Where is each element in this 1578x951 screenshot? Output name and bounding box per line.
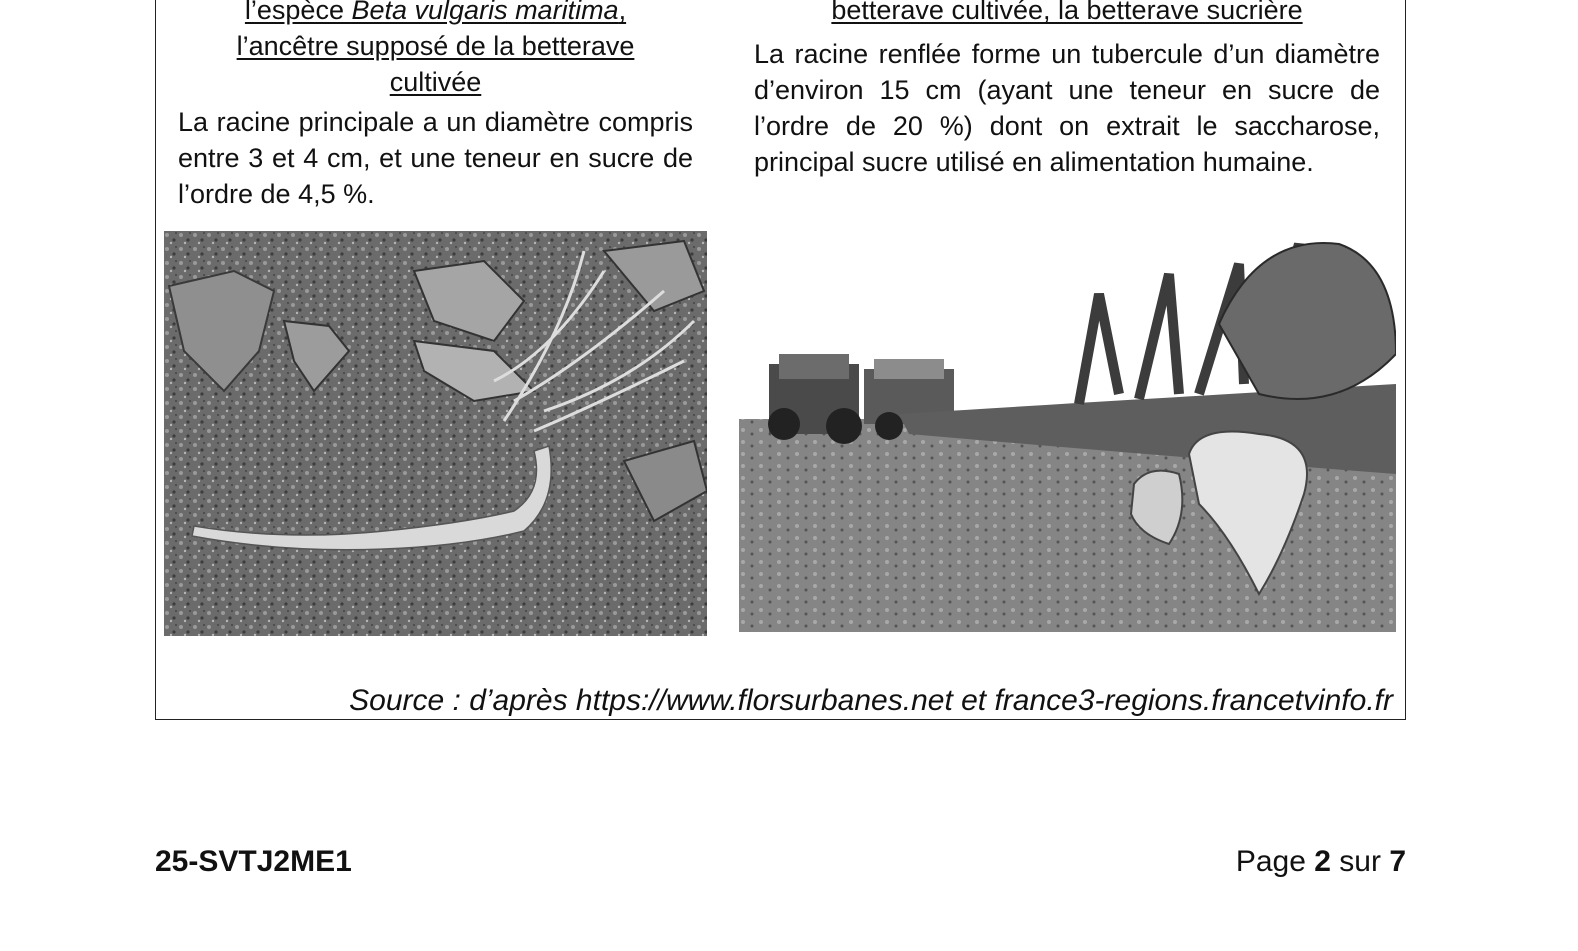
right-column-text: La racine renflée forme un tubercule d’un diamètre d’environ 15 cm (ayant une teneur en sucre de l’ordre de 20 %) dont on extrait le saccharose, principal sucre utilisé en alimentation humaine. — [754, 39, 1380, 177]
left-column-title — [178, 0, 693, 100]
left-title-line3: cultivée — [389, 67, 482, 97]
wild-beet-photo — [164, 231, 707, 636]
page-number — [1236, 845, 1406, 879]
document-code: 25-SVTJ2ME1 — [155, 845, 352, 878]
left-title-prefix: l’espèce — [244, 0, 352, 25]
page-current: 2 — [1314, 845, 1331, 878]
page-mid: sur — [1330, 845, 1390, 878]
page-total: 7 — [1389, 845, 1406, 878]
left-title-suffix: , — [618, 0, 627, 25]
sugar-beet-field-photo — [739, 234, 1396, 632]
left-title-species: Beta vulgaris maritima — [351, 0, 619, 25]
left-column-text: La racine principale a un diamètre compris entre 3 et 4 cm, et une teneur en sucre de l’ordre de 4,5 %. — [178, 107, 693, 209]
right-column-title: betterave cultivée, la betterave sucrière — [831, 0, 1303, 25]
source-citation: Source : d’après https://www.florsurbanes.net et france3-regions.francetvinfo.fr — [349, 684, 1393, 717]
left-title-line2: l’ancêtre supposé de la betterave — [236, 31, 635, 61]
page-prefix: Page — [1235, 845, 1315, 878]
